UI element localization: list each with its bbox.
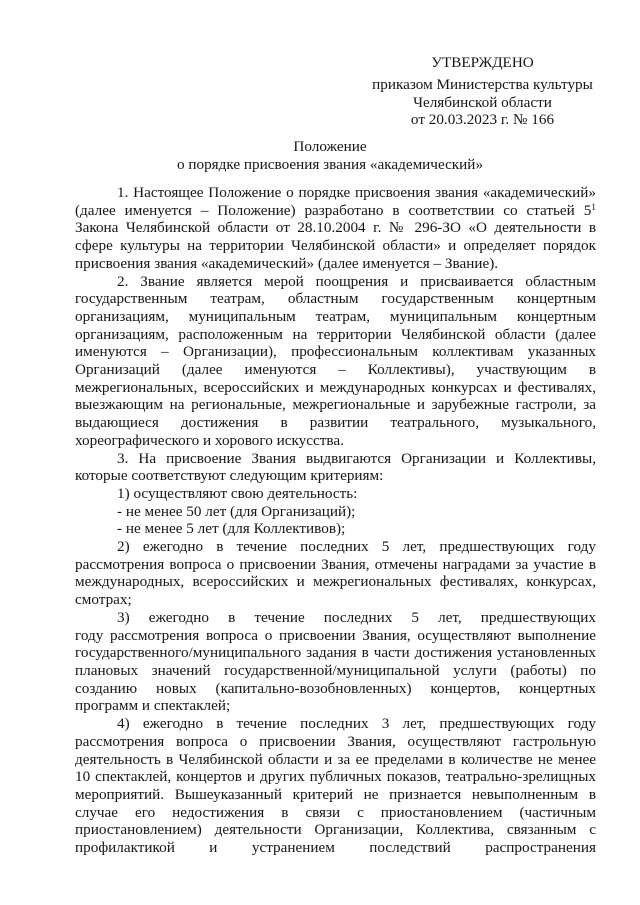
- criterion-1-organizations: - не менее 50 лет (для Организаций);: [117, 502, 356, 520]
- criterion-1-collectives: - не менее 5 лет (для Коллективов);: [117, 520, 346, 538]
- criterion-1: 1) осуществляют свою деятельность:: [117, 484, 358, 502]
- criterion-3: 3) ежегодно в течение последних 5 лет, предшествующих году рассмотрения вопроса о присвоении Звания, осуществляют выполнение государственного/муниципального задания в части достижения установленных плановых значений государственной/муниципальной услуги (работы) по созданию новых (капитально-возобновленных) концертов, концертных программ и спектаклей;: [75, 608, 596, 715]
- document-title: Положение: [293, 138, 367, 155]
- section-1-text-before-ref: 1. Настоящее Положение о порядке присвоения звания «академический» (далее именуется – Положение) разработано в соответствии со статьей 5: [75, 184, 596, 219]
- document-subtitle: о порядке присвоения звания «академический»: [176, 155, 484, 173]
- approval-block: [370, 54, 595, 129]
- section-1-paragraph: [75, 184, 596, 273]
- section-3-paragraph: 3. На присвоение Звания выдвигаются Организации и Коллективы, которые соответствуют следующим критериям:: [75, 449, 596, 485]
- approval-heading: УТВЕРЖДЕНО: [431, 54, 534, 71]
- approval-order-line: приказом Министерства культуры: [372, 76, 593, 93]
- document-title-block: [75, 138, 585, 173]
- section-1-text-after-ref: Закона Челябинской области от 28.10.2004 г. № 296-ЗО «О деятельности в сфере культуры на территории Челябинской области» и определяет порядок присвоения звания «академический» (далее именуется – Звание).: [75, 219, 596, 272]
- section-2-paragraph: 2. Звание является мерой поощрения и присваивается областным государственным театрам, областным государственным концертным организациям, муниципальным театрам, муниципальным концертным организациям, расположенным на территории Челябинской области (далее именуются – Организации), профессиональным коллективам указанных Организаций (далее именуются – Коллективы), участвующим в межрегиональных, всероссийских и международных конкурсах и фестивалях, выезжающим на региональные, межрегиональные и зарубежные гастроли, за выдающиеся достижения в развитии театрального, музыкального, хореографического и хорового искусства.: [75, 272, 596, 449]
- approval-region-line: Челябинской области: [413, 93, 552, 111]
- article-superscript: 1: [591, 202, 596, 213]
- criterion-2: 2) ежегодно в течение последних 5 лет, предшествующих году рассмотрения вопроса о присвоении Звания, отмечены наградами за участие в международных, всероссийских и межрегиональных фестивалях, конкурсах, смотрах;: [75, 538, 596, 609]
- approval-date-line: от 20.03.2023 г. № 166: [410, 111, 555, 129]
- document-body: [75, 184, 596, 857]
- criterion-4: 4) ежегодно в течение последних 3 лет, предшествующих году рассмотрения вопроса о присвоении Звания, осуществляют гастрольную деятельность в Челябинской области и за ее пределами в количестве не менее 10 спектаклей, концертов и других публичных показов, театрально-зрелищных мероприятий. Вышеуказанный критерий не признается невыполненным в случае его недостижения в связи с приостановлением (частичным приостановлением) деятельности Организации, Коллектива, связанным с профилактикой и устранением последствий распространения: [75, 715, 596, 857]
